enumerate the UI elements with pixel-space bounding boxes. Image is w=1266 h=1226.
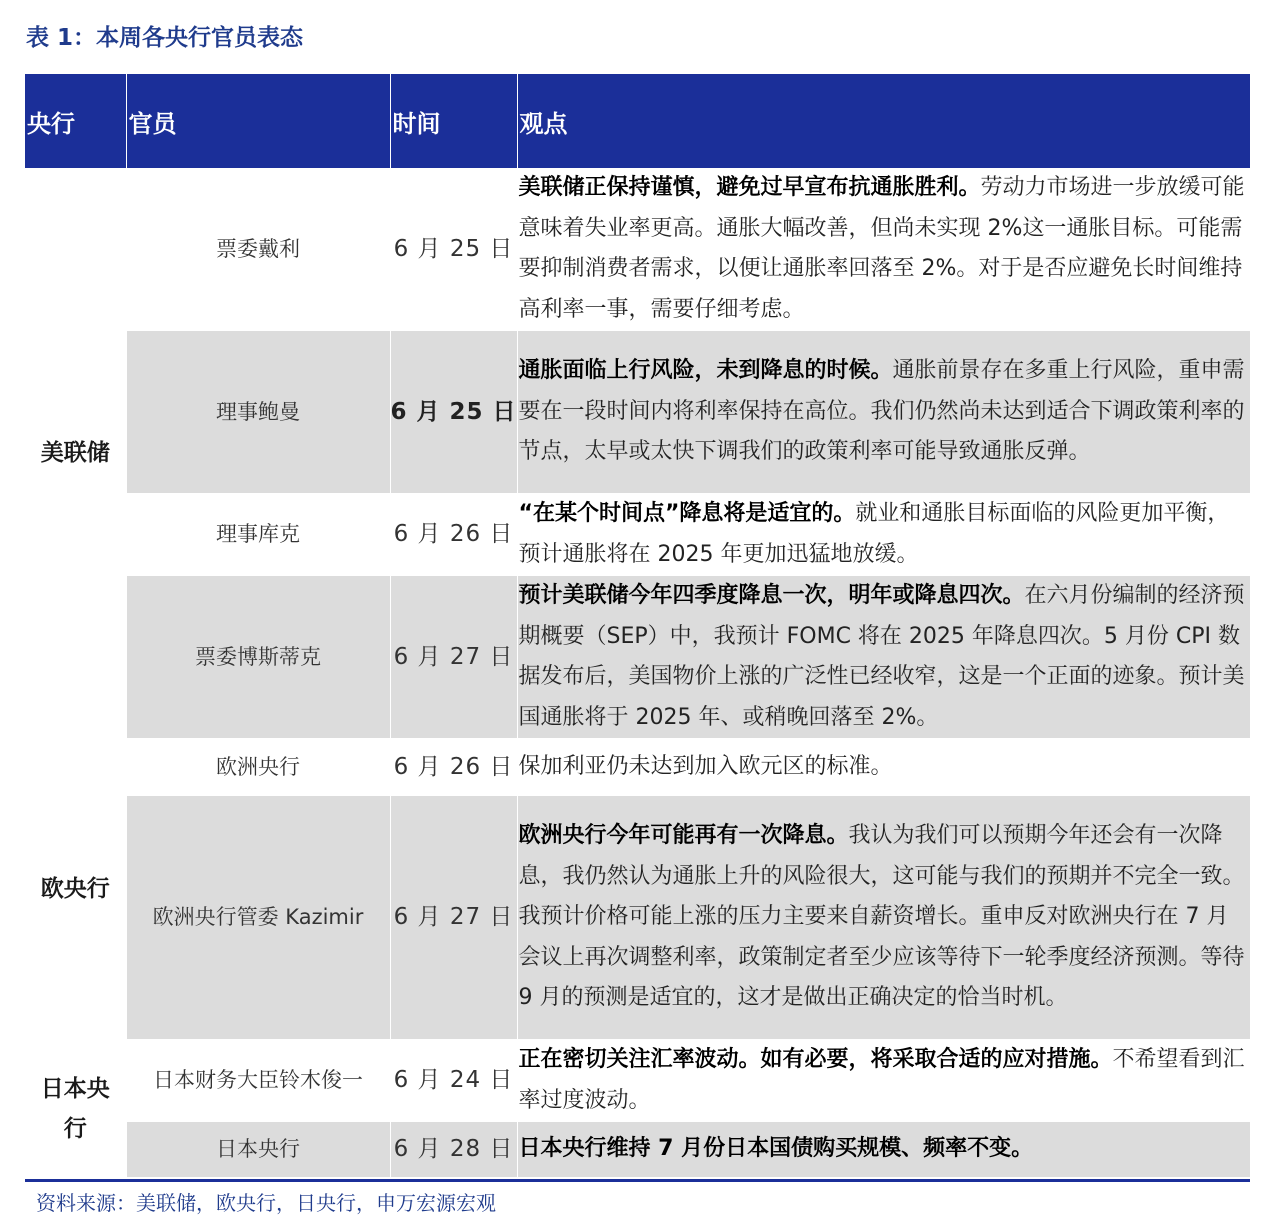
- header-date: 时间: [390, 74, 517, 168]
- view-headline: 正在密切关注汇率波动。如有必要，将采取合适的应对措施。: [518, 1047, 1113, 1072]
- table-row: [25, 1122, 1250, 1178]
- date-cell: 6 月 26 日: [390, 739, 517, 796]
- source-note: 资料来源：美联储，欧央行，日央行，申万宏源宏观: [36, 1191, 496, 1215]
- table-row: [25, 576, 1250, 739]
- view-text: 通胀前景存在多重上行风险，重申需要在一段时间内将利率保持在高位。我们仍然尚未达到适合下调政策利率的节点，太早或太快下调我们的政策利率可能导致通胀反弹。: [518, 358, 1245, 465]
- view-cell: [517, 796, 1250, 1040]
- official-cell: 日本央行: [126, 1122, 390, 1178]
- view-text: 保加利亚仍未达到加入欧元区的标准。: [518, 753, 893, 779]
- table-header-row: [25, 74, 1250, 168]
- view-cell: [517, 739, 1250, 796]
- table-row: [25, 494, 1250, 576]
- view-headline: 日本央行维持 7 月份日本国债购买规模、频率不变。: [518, 1136, 1034, 1162]
- official-cell: 欧洲央行管委 Kazimir: [126, 796, 390, 1040]
- view-headline: 欧洲央行今年可能再有一次降息。: [518, 823, 849, 849]
- view-headline: 美联储正保持谨慎，避免过早宣布抗通胀胜利。: [518, 175, 981, 200]
- central-bank-table: [25, 74, 1250, 1178]
- table-caption: 表 1：本周各央行官员表态: [26, 25, 304, 51]
- date-cell: 6 月 27 日: [390, 796, 517, 1040]
- header-bank: 央行: [25, 74, 126, 168]
- bank-cell-ecb: 欧央行: [25, 739, 126, 1040]
- official-cell: 理事库克: [126, 494, 390, 576]
- view-cell: [517, 1040, 1250, 1122]
- view-text: 在六月份编制的经济预期概要（SEP）中，我预计 FOMC 将在 2025 年降息四次。5 月份 CPI 数据发布后，美国物价上涨的广泛性已经收窄，这是一个正面的迹象。预计美国通胀将于 2025 年、或稍晚回落至 2%。: [518, 583, 1245, 730]
- date-cell: 6 月 27 日: [390, 576, 517, 739]
- view-headline: 预计美联储今年四季度降息一次，明年或降息四次。: [518, 583, 1025, 608]
- view-text: 不希望看到汇率过度波动。: [518, 1047, 1245, 1113]
- header-official: 官员: [126, 74, 390, 168]
- date-cell: 6 月 25 日: [390, 331, 517, 494]
- view-cell: [517, 576, 1250, 739]
- official-cell: 理事鲍曼: [126, 331, 390, 494]
- bank-cell-boj: 日本央行: [25, 1040, 126, 1178]
- bottom-rule: [25, 1179, 1250, 1182]
- view-text: 劳动力市场进一步放缓可能意味着失业率更高。通胀大幅改善，但尚未实现 2%这一通胀目标。可能需要抑制消费者需求，以便让通胀率回落至 2%。对于是否应避免长时间维持高利率一事，需要仔细考虑。: [518, 175, 1245, 322]
- view-headline: 通胀面临上行风险，未到降息的时候。: [518, 358, 893, 384]
- view-cell: [517, 168, 1250, 331]
- view-text: 我认为我们可以预期今年还会有一次降息，我仍然认为通胀上升的风险很大，这可能与我们的预期并不完全一致。我预计价格可能上涨的压力主要来自薪资增长。重申反对欧洲央行在 7 月会议上再次调整利率，政策制定者至少应该等待下一轮季度经济预测。等待 9 月的预测是适宜的，这才是做出正确决定的恰当时机。: [518, 823, 1245, 1011]
- table-row: [25, 739, 1250, 796]
- view-cell: [517, 494, 1250, 576]
- table-row: [25, 331, 1250, 494]
- date-cell: 6 月 26 日: [390, 494, 517, 576]
- date-cell: 6 月 24 日: [390, 1040, 517, 1122]
- header-view: 观点: [517, 74, 1250, 168]
- official-cell: 票委戴利: [126, 168, 390, 331]
- view-headline: “在某个时间点”降息将是适宜的。: [518, 501, 856, 526]
- view-text: 就业和通胀目标面临的风险更加平衡，预计通胀将在 2025 年更加迅猛地放缓。: [518, 501, 1230, 567]
- official-cell: 欧洲央行: [126, 739, 390, 796]
- official-cell: 日本财务大臣铃木俊一: [126, 1040, 390, 1122]
- bank-cell-fed: 美联储: [25, 168, 126, 739]
- official-cell: 票委博斯蒂克: [126, 576, 390, 739]
- table-row: [25, 1040, 1250, 1122]
- date-cell: 6 月 28 日: [390, 1122, 517, 1178]
- table-row: [25, 796, 1250, 1040]
- table-row: [25, 168, 1250, 331]
- view-cell: [517, 1122, 1250, 1178]
- date-cell: 6 月 25 日: [390, 168, 517, 331]
- view-cell: [517, 331, 1250, 494]
